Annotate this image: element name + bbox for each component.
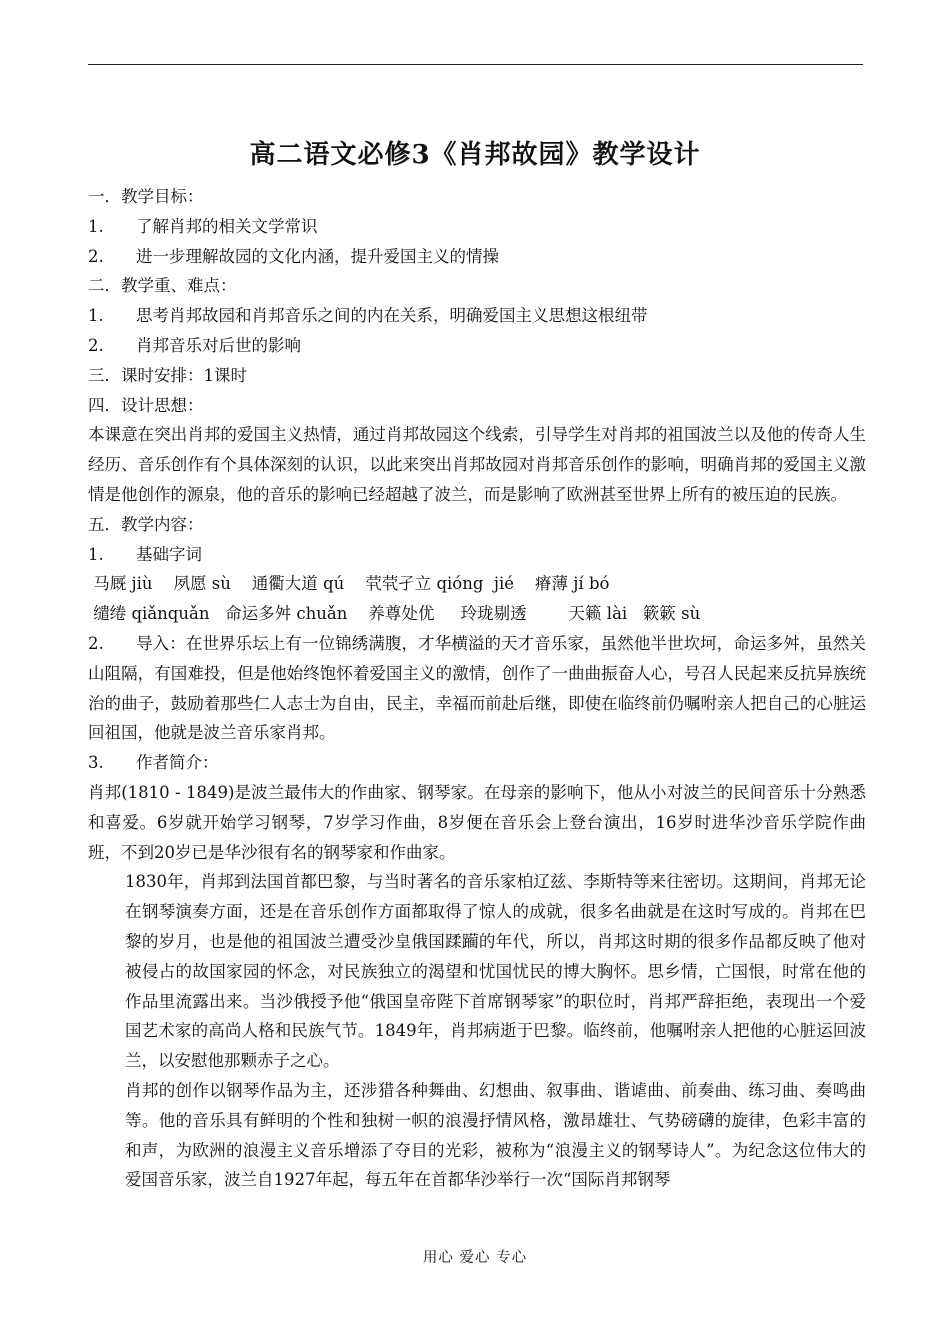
item-number: 2.: [88, 633, 104, 653]
item-number: 1.: [88, 544, 104, 564]
item-number: 2.: [88, 335, 104, 355]
item-number: 1.: [88, 306, 104, 326]
bio-paragraph-3: 肖邦的创作以钢琴作品为主，还涉猎各种舞曲、幻想曲、叙事曲、谐谑曲、前奏曲、练习曲、奏鸣曲等。他的音乐具有鲜明的个性和独树一帜的浪漫抒情风格，激昂雄壮、气势磅礴的旋律，色彩丰富的和声，为欧洲的浪漫主义音乐增添了夺目的光彩，被称为“浪漫主义的钢琴诗人”。为纪念这位伟大的爱国音乐家，波兰自1927年起，每五年在首都华沙举行一次“国际肖邦钢琴: [125, 1080, 866, 1190]
document-title: 高二语文必修3《肖邦故园》教学设计: [249, 140, 701, 170]
header-rule: [88, 64, 863, 65]
item-text: 导入：在世界乐坛上有一位锦绣满腹，才华横溢的天才音乐家，虽然他半世坎坷，命运多舛，虽然关山阻隔，有国难投，但是他始终饱怀着爱国主义的激情，创作了一曲曲振奋人心，号召人民起来反抗异族统治的曲子，鼓励着那些仁人志士为自由，民主，幸福而前赴后继，即使在临终前仍嘱咐亲人把自己的心脏运回祖国，他就是波兰音乐家肖邦。: [88, 633, 866, 743]
item-text: 进一步理解故园的文化内涵，提升爱国主义的情操: [136, 246, 499, 266]
item-text: 作者简介：: [136, 753, 219, 773]
vocab-line-1: 马厩 jiù 夙愿 sù 通衢大道 qú 茕茕孑立 qióng jié 瘠薄 jí bó: [88, 574, 610, 594]
page-footer: 用心 爱心 专心: [422, 1250, 528, 1266]
item-number: 3.: [88, 753, 104, 773]
list-item: [88, 212, 866, 242]
section-2-heading: 二．教学重、难点：: [88, 276, 237, 296]
design-paragraph: 本课意在突出肖邦的爱国主义热情，通过肖邦故园这个线索，引导学生对肖邦的祖国波兰以及他的传奇人生经历、音乐创作有个具体深刻的认识，以此来突出肖邦故园对肖邦音乐创作的影响，明确肖邦的爱国主义激情是他创作的源泉，他的音乐的影响已经超越了波兰，而是影响了欧洲甚至世界上所有的被压迫的民族。: [88, 425, 866, 504]
list-item: [88, 629, 866, 748]
list-item: [88, 242, 866, 272]
item-text: 基础字词: [136, 544, 202, 564]
bio-paragraph-2: 1830年，肖邦到法国首都巴黎，与当时著名的音乐家柏辽兹、李斯特等来往密切。这期间，肖邦无论在钢琴演奏方面，还是在音乐创作方面都取得了惊人的成就，很多名曲就是在这时写成的。肖邦在巴黎的岁月，也是他的祖国波兰遭受沙皇俄国蹂躏的年代，所以，肖邦这时期的很多作品都反映了他对被侵占的故国家园的怀念，对民族独立的渴望和忧国忧民的博大胸怀。思乡情，亡国恨，时常在他的作品里流露出来。当沙俄授予他“俄国皇帝陛下首席钢琴家”的职位时，肖邦严辞拒绝，表现出一个爱国艺术家的高尚人格和民族气节。1849年，肖邦病逝于巴黎。临终前，他嘱咐亲人把他的心脏运回波兰，以安慰他那颗赤子之心。: [125, 872, 866, 1071]
item-text: 了解肖邦的相关文学常识: [136, 216, 318, 236]
list-item: [88, 540, 866, 570]
item-number: 1.: [88, 216, 104, 236]
list-item: [88, 331, 866, 361]
item-number: 2.: [88, 246, 104, 266]
section-4-heading: 四．设计思想：: [88, 395, 204, 415]
document-body: [88, 182, 866, 1195]
section-5-heading: 五．教学内容：: [88, 514, 204, 534]
vocab-line-2: 缱绻 qiǎnquǎn 命运多舛 chuǎn 养尊处优 玲珑剔透 天籁 lài 簌簌 sù: [88, 604, 701, 624]
list-item: [88, 301, 866, 331]
item-text: 思考肖邦故园和肖邦音乐之间的内在关系，明确爱国主义思想这根纽带: [136, 306, 648, 326]
list-item: [88, 748, 866, 778]
section-3-heading: 三．课时安排：1课时: [88, 365, 247, 385]
section-1-heading: 一．教学目标：: [88, 187, 204, 206]
bio-paragraph-1: 肖邦(1810 - 1849)是波兰最伟大的作曲家、钢琴家。在母亲的影响下，他从小对波兰的民间音乐十分熟悉和喜爱。6岁就开始学习钢琴，7岁学习作曲，8岁便在音乐会上登台演出，16岁时进华沙音乐学院作曲班，不到20岁已是华沙很有名的钢琴家和作曲家。: [88, 782, 866, 862]
item-text: 肖邦音乐对后世的影响: [136, 335, 301, 355]
